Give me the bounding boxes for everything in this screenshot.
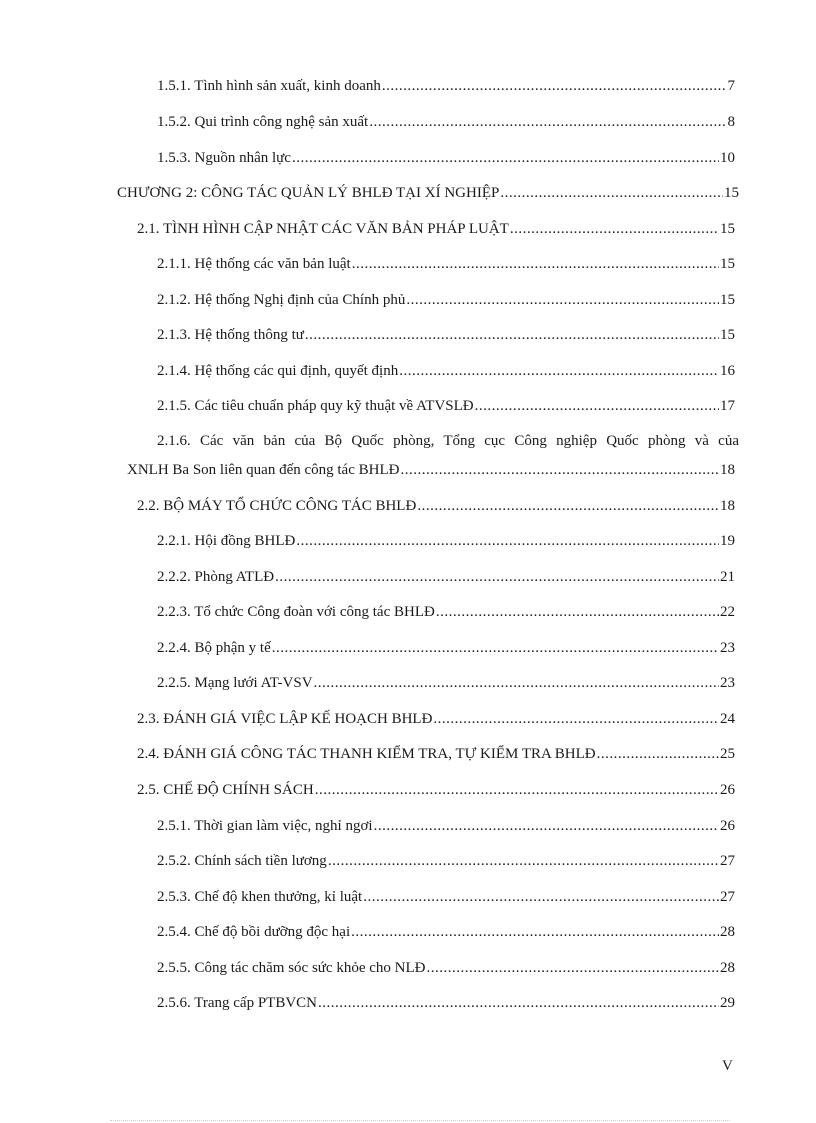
toc-leader-dots — [292, 146, 719, 170]
toc-entry-title: 2.5.3. Chế độ khen thưởng, kỉ luật — [157, 889, 363, 905]
toc-entry-page: 23 — [720, 640, 735, 656]
toc-leader-dots — [406, 288, 719, 312]
toc-entry-title: 2.2. BỘ MÁY TỔ CHỨC CÔNG TÁC BHLĐ — [137, 498, 417, 514]
toc-entry-2-5-6[interactable] — [157, 991, 735, 1015]
toc-entry-title: 2.2.4. Bộ phận y tế — [157, 640, 271, 656]
toc-entry-page: 19 — [720, 533, 735, 549]
toc-entry-page: 16 — [720, 363, 735, 379]
toc-entry-page: 22 — [720, 604, 735, 620]
toc-entry-page: 15 — [724, 185, 739, 201]
toc-entry-2-5[interactable] — [137, 778, 735, 802]
toc-entry-title: 2.5.5. Công tác chăm sóc sức khỏe cho NLĐ — [157, 960, 426, 976]
toc-entry-page: 27 — [720, 853, 735, 869]
toc-entry-page: 29 — [720, 995, 735, 1011]
toc-entry-2-5-5[interactable] — [157, 956, 735, 980]
toc-entry-title: 2.1.3. Hệ thống thông tư — [157, 327, 304, 343]
toc-leader-dots — [275, 565, 719, 589]
toc-entry-title: XNLH Ba Son liên quan đến công tác BHLĐ — [127, 462, 400, 478]
toc-entry-title: 1.5.1. Tình hình sản xuất, kinh doanh — [157, 78, 381, 94]
toc-entry-page: 26 — [720, 782, 735, 798]
toc-entry-2-1-6-line-2[interactable] — [127, 458, 735, 482]
toc-leader-dots — [426, 956, 719, 980]
toc-entry-page: 15 — [720, 221, 735, 237]
toc-entry-page: 24 — [720, 711, 735, 727]
toc-entry-title: 2.2.5. Mạng lưới AT-VSV — [157, 675, 313, 691]
toc-entry-2-2-2[interactable] — [157, 565, 735, 589]
toc-entry-2-2-1[interactable] — [157, 529, 735, 553]
toc-entry-title: 2.3. ĐÁNH GIÁ VIỆC LẬP KẾ HOẠCH BHLĐ — [137, 711, 433, 727]
toc-leader-dots — [351, 920, 719, 944]
toc-leader-dots — [436, 600, 719, 624]
toc-entry-2-3[interactable] — [137, 707, 735, 731]
toc-entry-2-1-5[interactable] — [157, 394, 735, 418]
toc-entry-2-2-3[interactable] — [157, 600, 735, 624]
toc-entry-title: 2.1.5. Các tiêu chuẩn pháp quy kỹ thuật về ATVSLĐ — [157, 398, 474, 414]
toc-entry-2-1-3[interactable] — [157, 323, 735, 347]
toc-entry-1-5-3[interactable] — [157, 146, 735, 170]
toc-entry-2-5-2[interactable] — [157, 849, 735, 873]
toc-entry-title: 2.1.1. Hệ thống các văn bản luật — [157, 256, 351, 272]
toc-entry-page: 27 — [720, 889, 735, 905]
toc-entry-2-5-3[interactable] — [157, 885, 735, 909]
toc-entry-title: 2.2.3. Tổ chức Công đoàn với công tác BHLĐ — [157, 604, 435, 620]
toc-leader-dots — [510, 217, 719, 241]
toc-entry-page: 28 — [720, 960, 735, 976]
toc-leader-dots — [400, 458, 719, 482]
toc-leader-dots — [374, 814, 719, 838]
page-number: V — [722, 1058, 733, 1074]
toc-entry-title: 2.4. ĐÁNH GIÁ CÔNG TÁC THANH KIỂM TRA, TỰ KIỂM TRA BHLĐ — [137, 746, 596, 762]
toc-leader-dots — [272, 636, 719, 660]
toc-entry-2-1-6-line-1[interactable]: 2.1.6. Các văn bản của Bộ Quốc phòng, Tổng cục Công nghiệp Quốc phòng và của — [157, 433, 739, 449]
toc-entry-1-5-1[interactable] — [157, 74, 735, 98]
toc-leader-dots — [369, 110, 726, 134]
toc-entry-2-1-2[interactable] — [157, 288, 735, 312]
toc-entry-page: 26 — [720, 818, 735, 834]
toc-entry-title: 2.2.2. Phòng ATLĐ — [157, 569, 275, 585]
toc-entry-2-2-4[interactable] — [157, 636, 735, 660]
toc-entry-title: 2.5.4. Chế độ bồi dưỡng độc hại — [157, 924, 351, 940]
page-bottom-divider — [110, 1120, 730, 1121]
toc-leader-dots — [318, 991, 719, 1015]
toc-leader-dots — [328, 849, 719, 873]
toc-leader-dots — [475, 394, 719, 418]
toc-entry-page: 7 — [727, 78, 735, 94]
toc-entry-1-5-2[interactable] — [157, 110, 735, 134]
toc-leader-dots — [315, 778, 719, 802]
toc-entry-2-1-1[interactable] — [157, 252, 735, 276]
toc-entry-title: 2.2.1. Hội đồng BHLĐ — [157, 533, 296, 549]
toc-leader-dots — [433, 707, 719, 731]
toc-entry-title: 2.5.2. Chính sách tiền lương — [157, 853, 327, 869]
toc-entry-page: 15 — [720, 256, 735, 272]
toc-entry-page: 18 — [720, 498, 735, 514]
toc-entry-chapter-2[interactable] — [117, 181, 739, 205]
toc-entry-page: 23 — [720, 675, 735, 691]
toc-entry-title: 2.1.4. Hệ thống các qui định, quyết định — [157, 363, 399, 379]
toc-entry-2-2-5[interactable] — [157, 671, 735, 695]
toc-entry-2-5-4[interactable] — [157, 920, 735, 944]
toc-leader-dots — [382, 74, 727, 98]
toc-leader-dots — [296, 529, 719, 553]
toc-entry-page: 10 — [720, 150, 735, 166]
toc-leader-dots — [305, 323, 719, 347]
toc-entry-2-4[interactable] — [137, 742, 735, 766]
toc-entry-page: 15 — [720, 327, 735, 343]
toc-entry-2-2[interactable] — [137, 494, 735, 518]
toc-entry-title: CHƯƠNG 2: CÔNG TÁC QUẢN LÝ BHLĐ TẠI XÍ NGHIỆP — [117, 185, 500, 201]
toc-entry-2-1[interactable] — [137, 217, 735, 241]
toc-leader-dots — [597, 742, 719, 766]
toc-entry-title: 2.5.1. Thời gian làm việc, nghỉ ngơi — [157, 818, 373, 834]
toc-entry-page: 21 — [720, 569, 735, 585]
toc-leader-dots — [417, 494, 719, 518]
toc-entry-page: 17 — [720, 398, 735, 414]
toc-entry-title: 2.1.2. Hệ thống Nghị định của Chính phủ — [157, 292, 406, 308]
toc-leader-dots — [399, 359, 719, 383]
toc-entry-2-1-4[interactable] — [157, 359, 735, 383]
toc-entry-title: 1.5.2. Qui trình công nghệ sản xuất — [157, 114, 369, 130]
toc-entry-page: 15 — [720, 292, 735, 308]
toc-entry-title: 2.1. TÌNH HÌNH CẬP NHẬT CÁC VĂN BẢN PHÁP LUẬT — [137, 221, 509, 237]
toc-entry-title: 2.5. CHẾ ĐỘ CHÍNH SÁCH — [137, 782, 314, 798]
toc-leader-dots — [363, 885, 719, 909]
toc-entry-title: 1.5.3. Nguồn nhân lực — [157, 150, 291, 166]
toc-entry-page: 25 — [720, 746, 735, 762]
toc-entry-title: 2.5.6. Trang cấp PTBVCN — [157, 995, 318, 1011]
toc-entry-page: 18 — [720, 462, 735, 478]
toc-leader-dots — [352, 252, 719, 276]
toc-leader-dots — [314, 671, 719, 695]
toc-entry-2-5-1[interactable] — [157, 814, 735, 838]
toc-entry-page: 28 — [720, 924, 735, 940]
toc-entry-page: 8 — [727, 114, 735, 130]
toc-leader-dots — [500, 181, 723, 205]
